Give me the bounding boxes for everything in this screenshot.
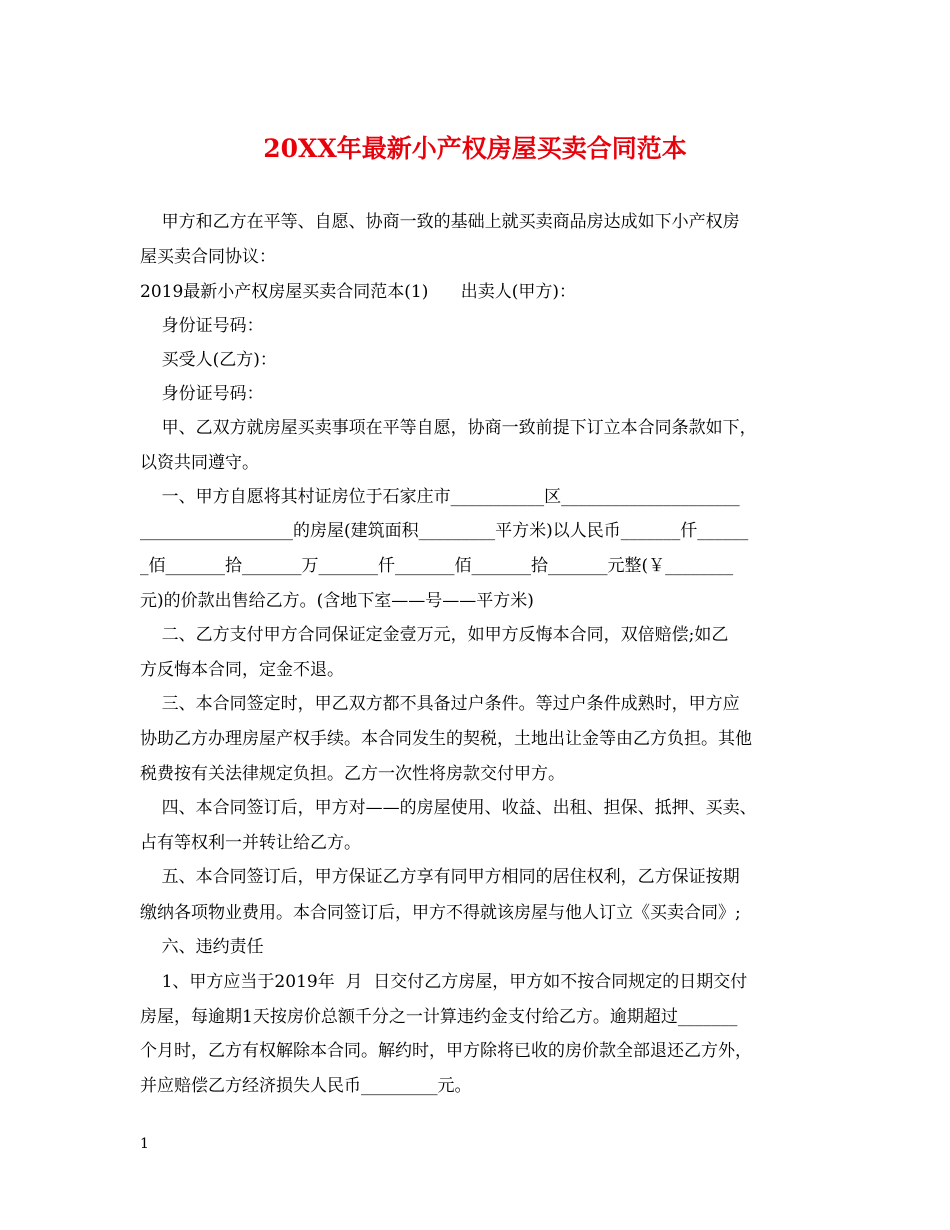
paragraph-line: _佰_______拾_______万_______仟_______佰_______拾_______元整(￥________ — [140, 556, 734, 576]
paragraph-line: 甲方和乙方在平等、自愿、协商一致的基础上就买卖商品房达成如下小产权房 — [140, 212, 740, 232]
paragraph-line: 2019最新小产权房屋买卖合同范本(1) 出卖人(甲方)： — [140, 282, 577, 302]
paragraph-line: 身份证号码： — [140, 384, 264, 404]
paragraph-line: 房屋，每逾期1天按房价总额千分之一计算违约金支付给乙方。逾期超过_______ — [140, 1007, 738, 1027]
paragraph-line: 缴纳各项物业费用。本合同签订后，甲方不得就该房屋与他人订立《买卖合同》; — [140, 903, 741, 923]
paragraph-line: 一、甲方自愿将其村证房位于石家庄市___________区_____________________ — [140, 487, 740, 507]
paragraph-line: 二、乙方支付甲方合同保证定金壹万元，如甲方反悔本合同，双倍赔偿;如乙 — [140, 625, 729, 645]
paragraph-line: 身份证号码： — [140, 316, 264, 336]
paragraph-line: 协助乙方办理房屋产权手续。本合同发生的契税，土地出让金等由乙方负担。其他 — [140, 729, 752, 749]
paragraph-line: 并应赔偿乙方经济损失人民币_________元。 — [140, 1076, 472, 1096]
paragraph-line: 三、本合同签定时，甲乙双方都不具备过户条件。等过户条件成熟时，甲方应 — [140, 694, 740, 714]
paragraph-line: 方反悔本合同，定金不退。 — [140, 660, 344, 680]
paragraph-line: 屋买卖合同协议： — [140, 247, 276, 267]
paragraph-line: 六、违约责任 — [140, 937, 264, 957]
page-number: 1 — [140, 1136, 149, 1152]
paragraph-line: 甲、乙双方就房屋买卖事项在平等自愿，协商一致前提下订立本合同条款如下， — [140, 418, 757, 438]
paragraph-line: 元)的价款出售给乙方。(含地下室——号——平方米) — [140, 591, 534, 611]
paragraph-line: 买受人(乙方)： — [140, 350, 277, 370]
paragraph-line: 以资共同遵守。 — [140, 453, 259, 473]
paragraph-line: 占有等权利一并转让给乙方。 — [140, 833, 361, 853]
paragraph-line: 五、本合同签订后，甲方保证乙方享有同甲方相同的居住权利，乙方保证按期 — [140, 867, 740, 887]
paragraph-line: 四、本合同签订后，甲方对——的房屋使用、收益、出租、担保、抵押、买卖、 — [140, 798, 757, 818]
paragraph-line: 个月时，乙方有权解除本合同。解约时，甲方除将已收的房价款全部退还乙方外， — [140, 1041, 752, 1061]
document-title: 20XX年最新小产权房屋买卖合同范本 — [263, 134, 687, 163]
paragraph-line: 税费按有关法律规定负担。乙方一次性将房款交付甲方。 — [140, 764, 565, 784]
paragraph-line: __________________的房屋(建筑面积_________平方米)以人民币_______仟______ — [140, 521, 749, 541]
paragraph-line: 1、甲方应当于2019年 月 日交付乙方房屋，甲方如不按合同规定的日期交付 — [140, 972, 748, 992]
